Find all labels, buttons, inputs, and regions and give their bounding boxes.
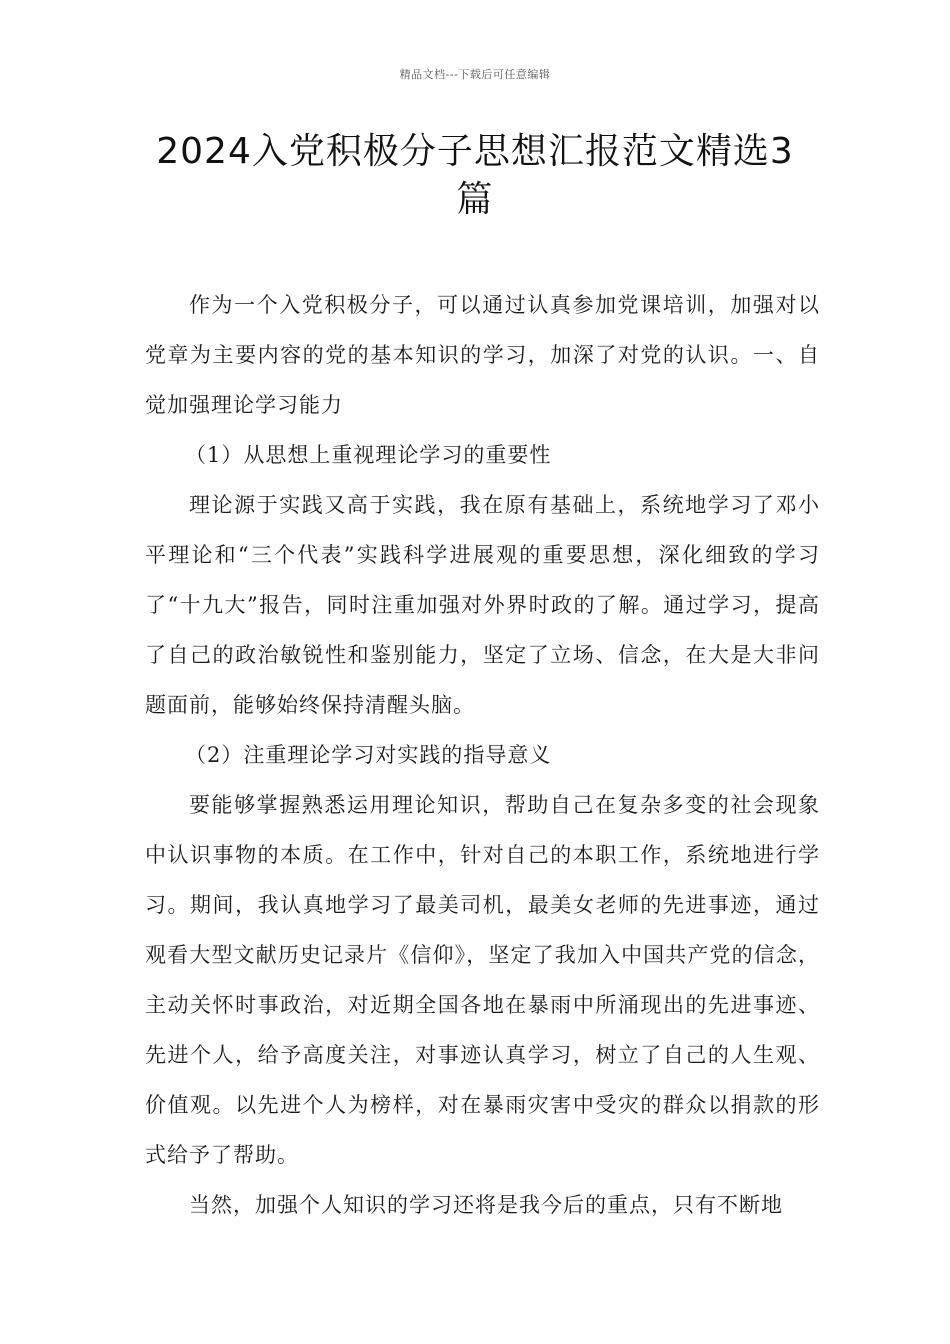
document-body (145, 280, 820, 1230)
paragraph-conclusion: 当然，加强个人知识的学习还将是我今后的重点，只有不断地 (189, 1193, 783, 1217)
header-note: 精品文档---下载后可任意编辑 (399, 68, 551, 81)
sub-heading-2: （2）注重理论学习对实践的指导意义 (185, 743, 552, 767)
paragraph-practice: 要能够掌握熟悉运用理论知识，帮助自己在复杂多变的社会现象中认识事物的本质。在工作中，针对自己的本职工作，系统地进行学习。期间，我认真地学习了最美司机，最美女老师的先进事迹，通过观看大型文献历史记录片《信仰》，坚定了我加入中国共产党的信念，主动关怀时事政治，对近期全国各地在暴雨中所涌现出的先进事迹、先进个人，给予高度关注，对事迹认真学习，树立了自己的人生观、价值观。以先进个人为榜样，对在暴雨灾害中受灾的群众以捐款的形式给予了帮助。 (145, 793, 820, 1167)
sub-heading-1: （1）从思想上重视理论学习的重要性 (185, 443, 552, 467)
paragraph-intro: 作为一个入党积极分子，可以通过认真参加党课培训，加强对以党章为主要内容的党的基本知识的学习，加深了对党的认识。一、自觉加强理论学习能力 (145, 293, 820, 417)
paragraph-theory: 理论源于实践又高于实践，我在原有基础上，系统地学习了邓小平理论和“三个代表”实践科学进展观的重要思想，深化细致的学习了“十九大”报告，同时注重加强对外界时政的了解。通过学习，提高了自己的政治敏锐性和鉴别能力，坚定了立场、信念，在大是大非问题面前，能够始终保持清醒头脑。 (145, 493, 820, 717)
document-title: 2024入党积极分子思想汇报范文精选3篇 (156, 131, 794, 220)
